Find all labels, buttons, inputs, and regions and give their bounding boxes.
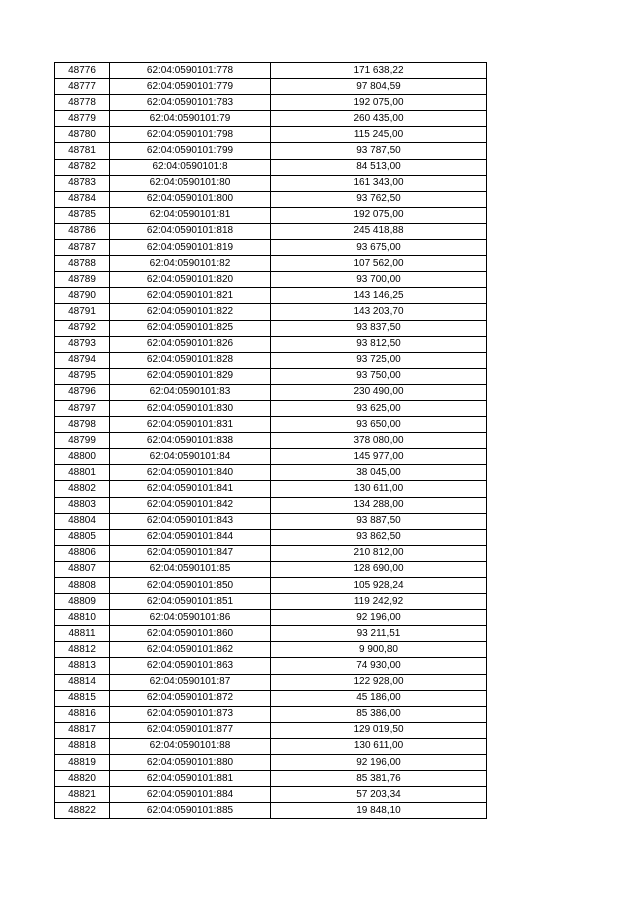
cadastral-number-cell: 62:04:0590101:885 [110,803,271,819]
cadastral-number-cell: 62:04:0590101:851 [110,594,271,610]
value-cell: 93 787,50 [271,143,487,159]
table-row [55,465,487,481]
table-row [55,272,487,288]
row-number-cell: 48789 [55,272,110,288]
row-number-cell: 48809 [55,594,110,610]
value-cell: 134 288,00 [271,497,487,513]
table-row [55,175,487,191]
table-row [55,771,487,787]
table-row [55,626,487,642]
table-row [55,578,487,594]
table-body [55,63,487,819]
table-row [55,690,487,706]
value-cell: 130 611,00 [271,738,487,754]
value-cell: 92 196,00 [271,610,487,626]
value-cell: 161 343,00 [271,175,487,191]
cadastral-number-cell: 62:04:0590101:850 [110,578,271,594]
row-number-cell: 48820 [55,771,110,787]
cadastral-number-cell: 62:04:0590101:841 [110,481,271,497]
data-table [54,62,487,819]
cadastral-number-cell: 62:04:0590101:863 [110,658,271,674]
row-number-cell: 48801 [55,465,110,481]
cadastral-number-cell: 62:04:0590101:843 [110,513,271,529]
table-row [55,143,487,159]
cadastral-number-cell: 62:04:0590101:828 [110,352,271,368]
cadastral-number-cell: 62:04:0590101:8 [110,159,271,175]
value-cell: 192 075,00 [271,95,487,111]
value-cell: 57 203,34 [271,787,487,803]
value-cell: 93 887,50 [271,513,487,529]
row-number-cell: 48815 [55,690,110,706]
row-number-cell: 48812 [55,642,110,658]
row-number-cell: 48784 [55,191,110,207]
row-number-cell: 48781 [55,143,110,159]
cadastral-number-cell: 62:04:0590101:829 [110,368,271,384]
row-number-cell: 48805 [55,529,110,545]
table-row [55,320,487,336]
cadastral-number-cell: 62:04:0590101:86 [110,610,271,626]
row-number-cell: 48811 [55,626,110,642]
row-number-cell: 48797 [55,400,110,416]
row-number-cell: 48804 [55,513,110,529]
row-number-cell: 48793 [55,336,110,352]
cadastral-number-cell: 62:04:0590101:798 [110,127,271,143]
value-cell: 230 490,00 [271,384,487,400]
cadastral-number-cell: 62:04:0590101:840 [110,465,271,481]
table-row [55,803,487,819]
value-cell: 93 725,00 [271,352,487,368]
row-number-cell: 48790 [55,288,110,304]
table-row [55,352,487,368]
table-row [55,288,487,304]
row-number-cell: 48813 [55,658,110,674]
cadastral-number-cell: 62:04:0590101:847 [110,545,271,561]
row-number-cell: 48799 [55,433,110,449]
cadastral-number-cell: 62:04:0590101:826 [110,336,271,352]
value-cell: 93 625,00 [271,400,487,416]
value-cell: 97 804,59 [271,79,487,95]
table-row [55,545,487,561]
cadastral-number-cell: 62:04:0590101:860 [110,626,271,642]
table-row [55,449,487,465]
cadastral-number-cell: 62:04:0590101:819 [110,240,271,256]
value-cell: 260 435,00 [271,111,487,127]
value-cell: 130 611,00 [271,481,487,497]
table-row [55,400,487,416]
cadastral-number-cell: 62:04:0590101:872 [110,690,271,706]
value-cell: 192 075,00 [271,207,487,223]
value-cell: 45 186,00 [271,690,487,706]
cadastral-number-cell: 62:04:0590101:84 [110,449,271,465]
table-row [55,529,487,545]
cadastral-number-cell: 62:04:0590101:881 [110,771,271,787]
cadastral-number-cell: 62:04:0590101:877 [110,722,271,738]
table-row [55,384,487,400]
table-row [55,706,487,722]
row-number-cell: 48807 [55,561,110,577]
row-number-cell: 48796 [55,384,110,400]
table-row [55,658,487,674]
cadastral-number-cell: 62:04:0590101:799 [110,143,271,159]
table-row [55,417,487,433]
table-row [55,513,487,529]
cadastral-number-cell: 62:04:0590101:79 [110,111,271,127]
row-number-cell: 48795 [55,368,110,384]
table-row [55,433,487,449]
value-cell: 74 930,00 [271,658,487,674]
value-cell: 93 700,00 [271,272,487,288]
value-cell: 93 211,51 [271,626,487,642]
table-row [55,207,487,223]
row-number-cell: 48786 [55,223,110,239]
cadastral-number-cell: 62:04:0590101:842 [110,497,271,513]
table-row [55,63,487,79]
cadastral-number-cell: 62:04:0590101:88 [110,738,271,754]
row-number-cell: 48782 [55,159,110,175]
cadastral-number-cell: 62:04:0590101:83 [110,384,271,400]
value-cell: 245 418,88 [271,223,487,239]
value-cell: 143 203,70 [271,304,487,320]
row-number-cell: 48816 [55,706,110,722]
cadastral-number-cell: 62:04:0590101:82 [110,256,271,272]
cadastral-number-cell: 62:04:0590101:830 [110,400,271,416]
row-number-cell: 48791 [55,304,110,320]
row-number-cell: 48800 [55,449,110,465]
value-cell: 93 675,00 [271,240,487,256]
table-row [55,304,487,320]
row-number-cell: 48798 [55,417,110,433]
value-cell: 93 862,50 [271,529,487,545]
row-number-cell: 48792 [55,320,110,336]
value-cell: 19 848,10 [271,803,487,819]
value-cell: 93 750,00 [271,368,487,384]
value-cell: 129 019,50 [271,722,487,738]
table-row [55,95,487,111]
table-row [55,336,487,352]
row-number-cell: 48822 [55,803,110,819]
cadastral-number-cell: 62:04:0590101:844 [110,529,271,545]
row-number-cell: 48817 [55,722,110,738]
row-number-cell: 48787 [55,240,110,256]
row-number-cell: 48780 [55,127,110,143]
table-row [55,79,487,95]
table-row [55,368,487,384]
table-row [55,674,487,690]
value-cell: 119 242,92 [271,594,487,610]
value-cell: 93 837,50 [271,320,487,336]
cadastral-number-cell: 62:04:0590101:880 [110,755,271,771]
cadastral-number-cell: 62:04:0590101:838 [110,433,271,449]
value-cell: 93 650,00 [271,417,487,433]
value-cell: 143 146,25 [271,288,487,304]
cadastral-number-cell: 62:04:0590101:822 [110,304,271,320]
row-number-cell: 48783 [55,175,110,191]
row-number-cell: 48819 [55,755,110,771]
table-row [55,111,487,127]
value-cell: 210 812,00 [271,545,487,561]
table-row [55,191,487,207]
value-cell: 122 928,00 [271,674,487,690]
value-cell: 128 690,00 [271,561,487,577]
value-cell: 38 045,00 [271,465,487,481]
cadastral-number-cell: 62:04:0590101:800 [110,191,271,207]
row-number-cell: 48821 [55,787,110,803]
value-cell: 85 386,00 [271,706,487,722]
cadastral-number-cell: 62:04:0590101:783 [110,95,271,111]
table-row [55,159,487,175]
cadastral-number-cell: 62:04:0590101:80 [110,175,271,191]
cadastral-number-cell: 62:04:0590101:81 [110,207,271,223]
value-cell: 93 762,50 [271,191,487,207]
table-row [55,223,487,239]
value-cell: 107 562,00 [271,256,487,272]
cadastral-number-cell: 62:04:0590101:820 [110,272,271,288]
table-row [55,787,487,803]
value-cell: 9 900,80 [271,642,487,658]
row-number-cell: 48776 [55,63,110,79]
row-number-cell: 48810 [55,610,110,626]
table-row [55,738,487,754]
row-number-cell: 48803 [55,497,110,513]
value-cell: 105 928,24 [271,578,487,594]
value-cell: 84 513,00 [271,159,487,175]
row-number-cell: 48778 [55,95,110,111]
row-number-cell: 48777 [55,79,110,95]
table-row [55,256,487,272]
value-cell: 145 977,00 [271,449,487,465]
cadastral-number-cell: 62:04:0590101:873 [110,706,271,722]
table-row [55,722,487,738]
cadastral-number-cell: 62:04:0590101:831 [110,417,271,433]
row-number-cell: 48794 [55,352,110,368]
table-row [55,755,487,771]
row-number-cell: 48788 [55,256,110,272]
cadastral-number-cell: 62:04:0590101:85 [110,561,271,577]
row-number-cell: 48802 [55,481,110,497]
row-number-cell: 48808 [55,578,110,594]
cadastral-number-cell: 62:04:0590101:821 [110,288,271,304]
cadastral-number-cell: 62:04:0590101:778 [110,63,271,79]
table-row [55,240,487,256]
cadastral-number-cell: 62:04:0590101:884 [110,787,271,803]
row-number-cell: 48814 [55,674,110,690]
value-cell: 171 638,22 [271,63,487,79]
value-cell: 115 245,00 [271,127,487,143]
table-row [55,561,487,577]
cadastral-number-cell: 62:04:0590101:87 [110,674,271,690]
value-cell: 378 080,00 [271,433,487,449]
cadastral-number-cell: 62:04:0590101:862 [110,642,271,658]
table-row [55,481,487,497]
value-cell: 93 812,50 [271,336,487,352]
cadastral-number-cell: 62:04:0590101:779 [110,79,271,95]
row-number-cell: 48818 [55,738,110,754]
row-number-cell: 48785 [55,207,110,223]
row-number-cell: 48779 [55,111,110,127]
table-row [55,594,487,610]
row-number-cell: 48806 [55,545,110,561]
cadastral-number-cell: 62:04:0590101:818 [110,223,271,239]
cadastral-number-cell: 62:04:0590101:825 [110,320,271,336]
table-row [55,127,487,143]
value-cell: 85 381,76 [271,771,487,787]
table-row [55,497,487,513]
table-row [55,610,487,626]
table-row [55,642,487,658]
value-cell: 92 196,00 [271,755,487,771]
